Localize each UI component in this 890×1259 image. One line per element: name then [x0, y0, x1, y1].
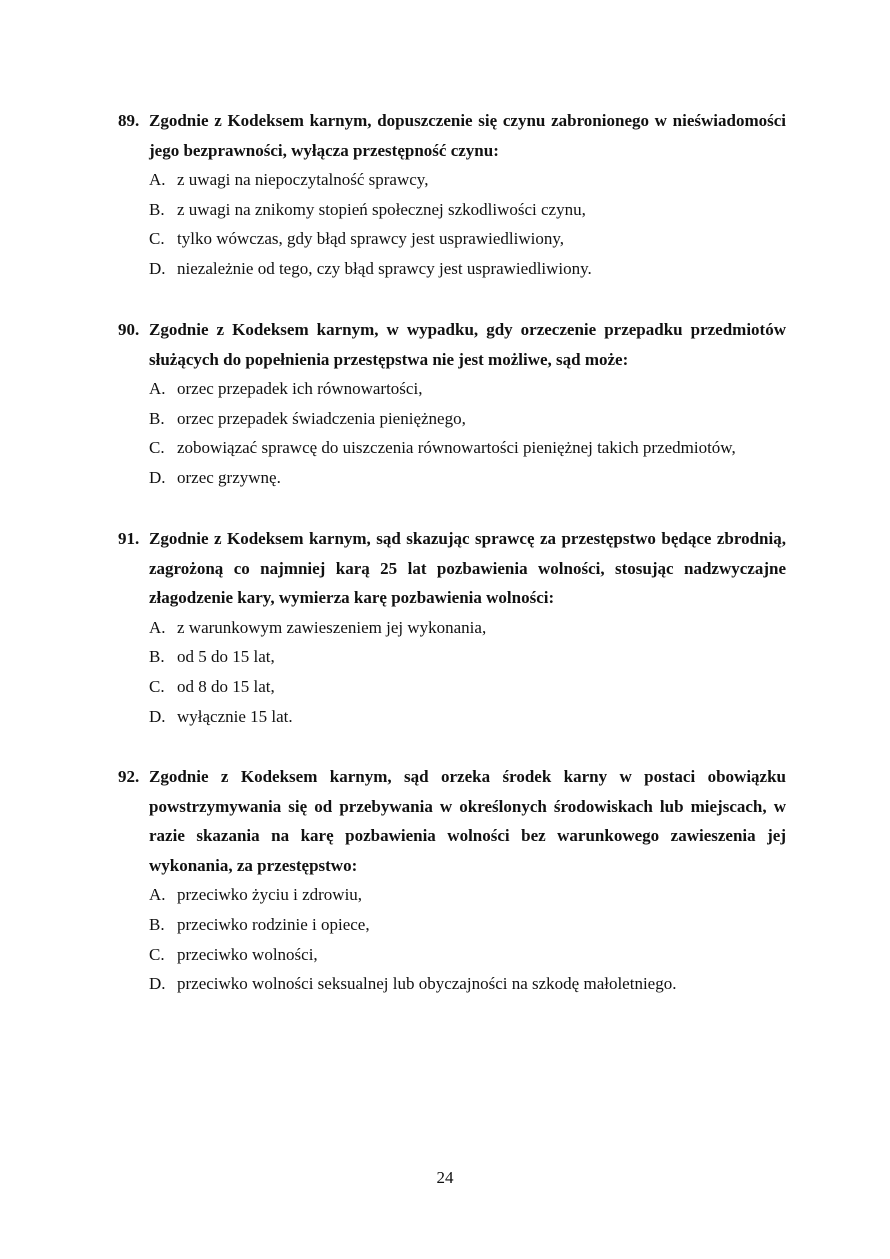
option-text: przeciwko życiu i zdrowiu, [177, 885, 363, 905]
option-letter: D. [149, 467, 166, 487]
question-number: 89. [118, 111, 140, 130]
option-c [118, 433, 786, 463]
answer-options [118, 880, 786, 998]
option-letter: A. [149, 885, 166, 905]
question-89 [118, 106, 786, 284]
option-letter: D. [149, 706, 166, 726]
question-text: Zgodnie z Kodeksem karnym, dopuszczenie się czynu zabronionego w nieświadomości jego bezprawności, wyłącza przestępność czynu: [149, 111, 786, 160]
option-text: z uwagi na znikomy stopień społecznej szkodliwości czynu, [177, 199, 586, 219]
answer-options [118, 374, 786, 492]
option-letter: C. [149, 944, 165, 964]
option-letter: D. [149, 974, 166, 994]
option-letter: A. [149, 170, 166, 190]
option-text: orzec przepadek ich równowartości, [177, 379, 423, 399]
option-a [118, 880, 786, 910]
option-text: tylko wówczas, gdy błąd sprawcy jest usprawiedliwiony, [177, 229, 564, 249]
option-letter: C. [149, 676, 165, 696]
question-number: 90. [118, 320, 140, 339]
option-text: przeciwko rodzinie i opiece, [177, 914, 370, 934]
question-91 [118, 524, 786, 731]
question-stem [118, 315, 786, 374]
option-text: od 5 do 15 lat, [177, 647, 275, 667]
option-d [118, 254, 786, 284]
option-letter: B. [149, 914, 165, 934]
option-text: od 8 do 15 lat, [177, 676, 275, 696]
answer-options [118, 613, 786, 731]
option-text: niezależnie od tego, czy błąd sprawcy jest usprawiedliwiony. [177, 258, 592, 278]
option-text: wyłącznie 15 lat. [177, 706, 293, 726]
option-text: orzec przepadek świadczenia pieniężnego, [177, 408, 466, 428]
option-text: z uwagi na niepoczytalność sprawcy, [177, 170, 429, 190]
option-b [118, 910, 786, 940]
option-text: przeciwko wolności, [177, 944, 318, 964]
question-92 [118, 762, 786, 999]
question-stem [118, 106, 786, 165]
option-a [118, 374, 786, 404]
question-stem [118, 524, 786, 613]
question-number: 91. [118, 529, 140, 548]
option-c [118, 672, 786, 702]
option-d [118, 463, 786, 493]
question-number: 92. [118, 767, 140, 786]
option-b [118, 404, 786, 434]
question-text: Zgodnie z Kodeksem karnym, sąd skazując sprawcę za przestępstwo będące zbrodnią, zagrożoną co najmniej karą 25 lat pozbawienia wolności, stosując nadzwyczajne złagodzenie kary, wymierza karę pozbawienia wolności: [149, 529, 786, 608]
option-letter: A. [149, 617, 166, 637]
question-90 [118, 315, 786, 493]
option-c [118, 224, 786, 254]
question-text: Zgodnie z Kodeksem karnym, w wypadku, gdy orzeczenie przepadku przedmiotów służących do popełnienia przestępstwa nie jest możliwe, sąd może: [149, 320, 786, 369]
option-d [118, 702, 786, 732]
option-letter: B. [149, 199, 165, 219]
option-b [118, 195, 786, 225]
option-a [118, 613, 786, 643]
option-letter: D. [149, 258, 166, 278]
option-text: zobowiązać sprawcę do uiszczenia równowartości pieniężnej takich przedmiotów, [177, 438, 736, 458]
option-letter: C. [149, 438, 165, 458]
question-stem [118, 762, 786, 880]
option-text: z warunkowym zawieszeniem jej wykonania, [177, 617, 487, 637]
option-letter: B. [149, 408, 165, 428]
option-d [118, 969, 786, 999]
question-text: Zgodnie z Kodeksem karnym, sąd orzeka środek karny w postaci obowiązku powstrzymywania się od przebywania w określonych środowiskach lub miejscach, w razie skazania na karę pozbawienia wolności bez warunkowego zawieszenia jej wykonania, za przestępstwo: [149, 767, 786, 875]
option-b [118, 642, 786, 672]
answer-options [118, 165, 786, 283]
option-a [118, 165, 786, 195]
option-letter: B. [149, 647, 165, 667]
option-text: orzec grzywnę. [177, 467, 281, 487]
option-letter: A. [149, 379, 166, 399]
option-c [118, 940, 786, 970]
option-text: przeciwko wolności seksualnej lub obyczajności na szkodę małoletniego. [177, 974, 677, 994]
page-number: 24 [436, 1168, 454, 1187]
option-letter: C. [149, 229, 165, 249]
